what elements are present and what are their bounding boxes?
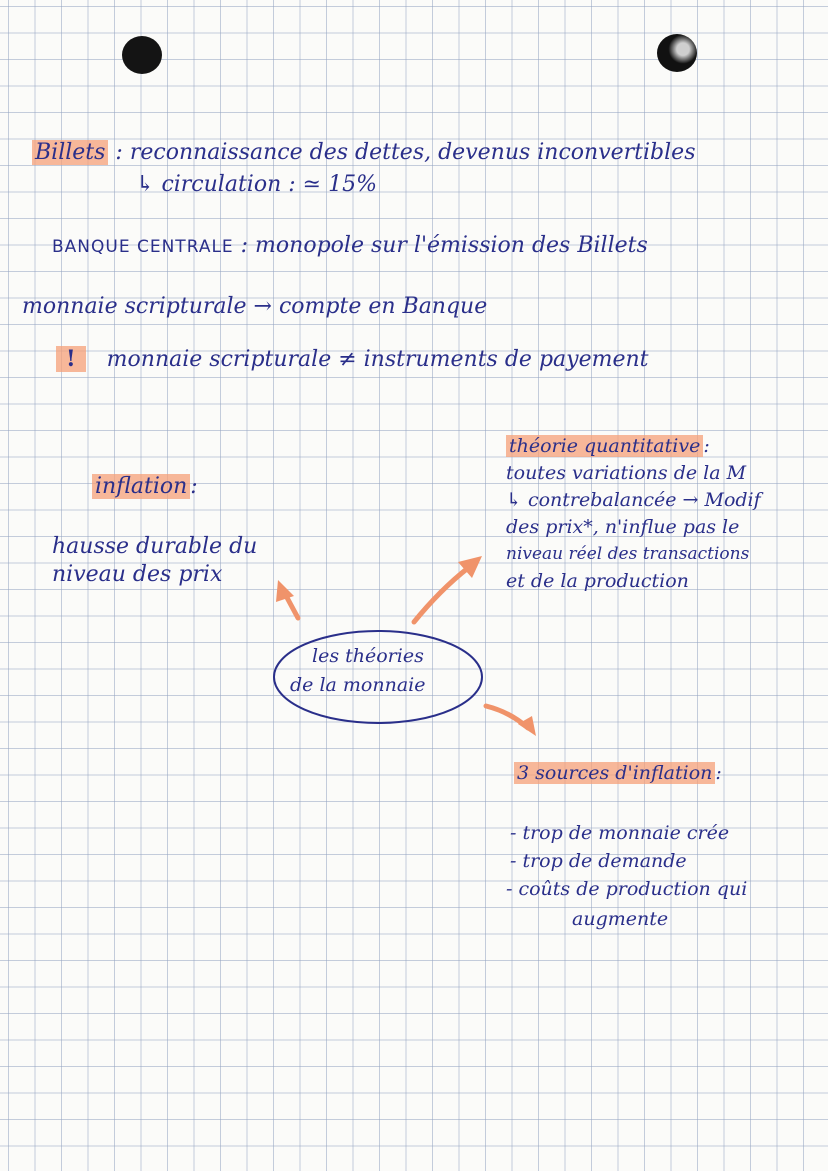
quantitative-line-1: toutes variations de la M: [506, 462, 747, 484]
sources-item-1: - trop de monnaie crée: [510, 822, 730, 844]
center-line-2: de la monnaie: [290, 674, 426, 696]
sources-title: 3 sources d'inflation: [514, 762, 715, 784]
inflation-line-1: hausse durable du: [52, 534, 258, 559]
quantitative-line-3: des prix*, n'influe pas le: [506, 516, 740, 538]
quantitative-line-2: ↳ contrebalancée → Modif: [506, 489, 761, 511]
arrowhead-inflation: [276, 580, 294, 602]
arrowhead-sources: [518, 716, 536, 736]
inflation-suffix: :: [190, 474, 198, 499]
inflation-line-2: niveau des prix: [52, 562, 223, 587]
warning-text: monnaie scripturale ≠ instruments de payement: [106, 347, 649, 372]
billets-label: Billets: [32, 140, 108, 165]
banque-centrale-label: BANQUE CENTRALE: [52, 237, 234, 257]
billets-line: Billets : reconnaissance des dettes, devenus inconvertibles: [32, 140, 695, 166]
quantitative-title: théorie quantitative: [506, 435, 703, 457]
sources-item-4: augmente: [572, 908, 669, 930]
quantitative-line-4: niveau réel des transactions: [506, 544, 750, 564]
sources-suffix: :: [715, 762, 722, 784]
scripturale-line: monnaie scripturale → compte en Banque: [22, 294, 488, 319]
sources-item-3: - coûts de production qui: [506, 878, 748, 900]
sub-arrow-icon: ↳: [136, 172, 155, 197]
billets-text: reconnaissance des dettes, devenus inconvertibles: [129, 140, 696, 165]
quantitative-suffix: :: [703, 435, 710, 457]
warning-icon: !: [56, 346, 86, 372]
arrow-to-quantitative: [414, 568, 468, 622]
sources-item-2: - trop de demande: [510, 850, 687, 872]
quantitative-line-5: et de la production: [506, 570, 689, 592]
circulation-text: circulation : ≃ 15%: [161, 172, 377, 197]
banque-centrale-text: : monopole sur l'émission des Billets: [240, 233, 648, 258]
center-line-1: les théories: [312, 645, 424, 667]
inflation-title: inflation: [92, 474, 190, 499]
sources-title-line: [514, 760, 722, 786]
